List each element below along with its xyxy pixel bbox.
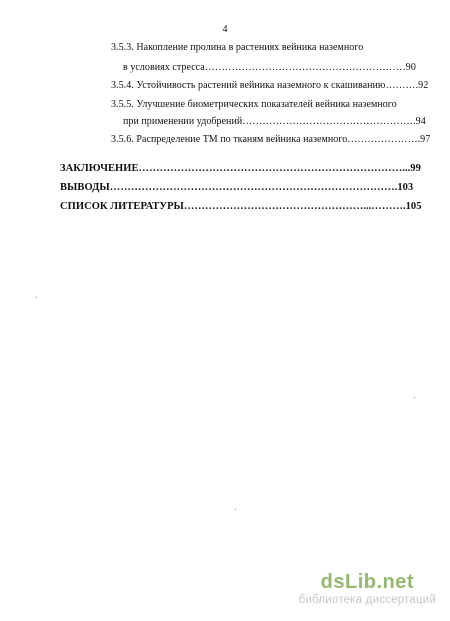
toc-entry-3-5-3-line2: в условиях стресса……………………………………………………90 [123,62,416,73]
toc-entry-conclusion: ЗАКЛЮЧЕНИЕ…………………………………………………………………...99 [60,163,421,174]
watermark-subtitle: библиотека диссертаций [298,594,436,606]
scan-speck [414,397,415,398]
scan-speck [235,509,236,510]
toc-entry-3-5-5-line1: 3.5.5. Улучшение биометрических показателей вейника наземного [111,99,397,110]
page-number: 4 [222,24,228,35]
scan-speck [36,297,37,298]
toc-entry-3-5-4: 3.5.4. Устойчивость растений вейника наземного к скашиванию……….92 [111,80,429,91]
watermark [299,571,436,607]
toc-entry-3-5-3-line1: 3.5.3. Накопление пролина в растениях вейника наземного [111,42,364,53]
toc-entry-references: СПИСОК ЛИТЕРАТУРЫ……………………………………………...……….105 [60,201,422,212]
toc-entry-3-5-5-line2: при применении удобрений…………………………………………….94 [123,116,426,127]
watermark-logo: dsLib.net [320,571,415,593]
toc-entry-3-5-6: 3.5.6. Распределение ТМ по тканям вейника наземного………………….97 [111,134,431,145]
toc-entry-findings: ВЫВОДЫ……………………………………………………………………….103 [60,182,414,193]
